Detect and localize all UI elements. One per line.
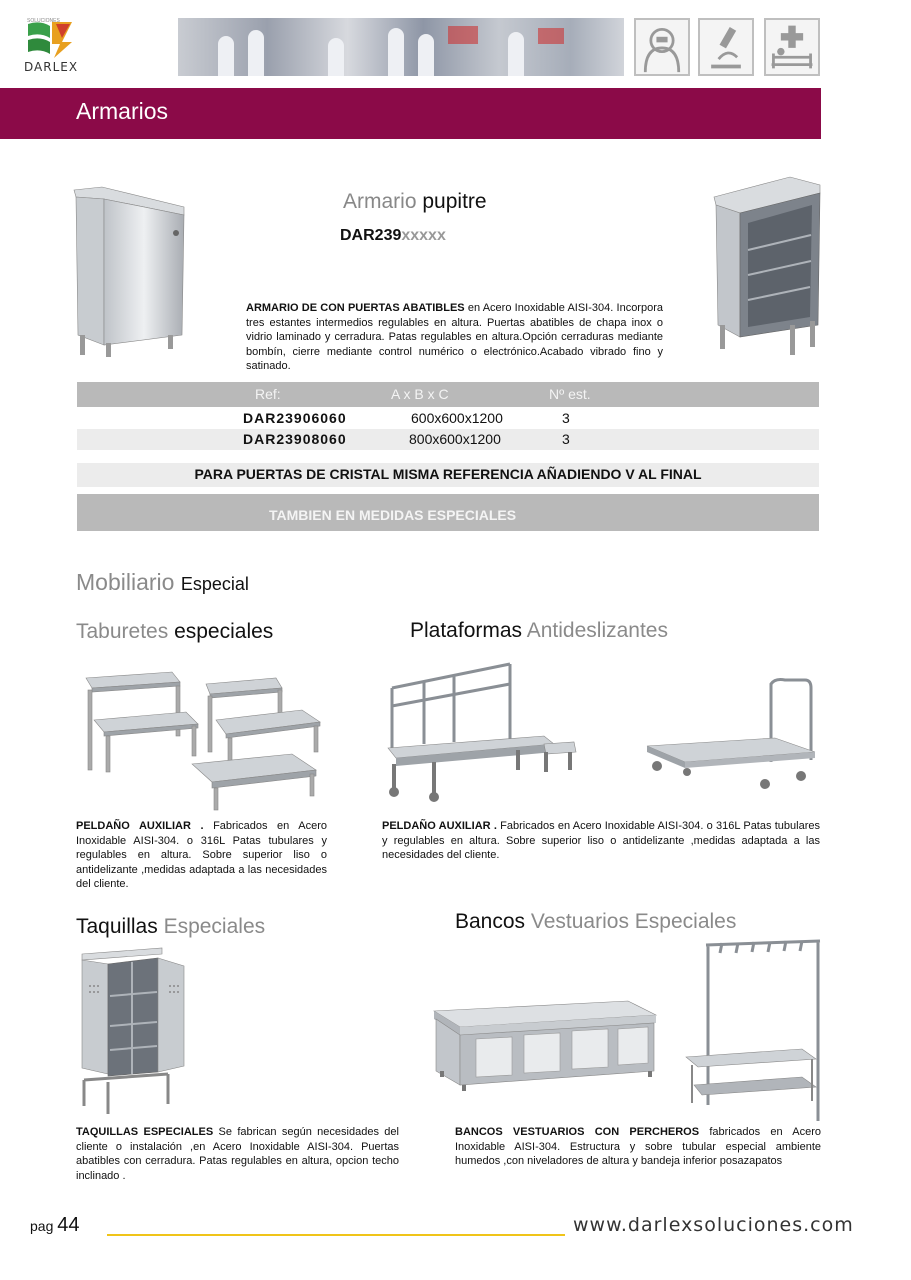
product-title <box>343 190 487 214</box>
logo-text: DARLEX <box>24 60 79 74</box>
mobiliario-title <box>76 569 249 596</box>
mobiliario-title-dark: Especial <box>180 574 249 594</box>
plataformas-title-light: Antideslizantes <box>526 619 668 642</box>
bancos-description-text: fabricados en Acero Inoxidable AISI-304. Estructura y sobre tubular especial ambiente humedos ,con niveladores de altura y bandeja inferior posazapatos <box>455 1126 821 1168</box>
product-title-dark: pupitre <box>422 190 487 213</box>
armario-pupitre-glass-image <box>710 175 822 360</box>
col-ref: Ref: <box>255 386 281 402</box>
taburetes-title-light: Taburetes <box>76 620 169 643</box>
taquillas-description-text: Se fabrican según necesidades del cliente o instalación ,en Acero Inoxidable AISI-304. Puertas abatibles con cerradura. Patas regulables en altura, opcion techo inclinado . <box>76 1126 399 1182</box>
website-link[interactable]: www.darlexsoluciones.com <box>573 1214 854 1236</box>
table-row <box>77 408 819 429</box>
page-title-bar <box>0 88 821 139</box>
row-est: 3 <box>562 431 570 447</box>
taquillas-description <box>76 1125 399 1183</box>
product-table-header <box>77 382 819 407</box>
taquillas-image <box>78 946 190 1116</box>
taburetes-title-dark: especiales <box>174 620 274 643</box>
product-code-suffix: xxxxx <box>401 227 446 244</box>
plataforma-handrail-image <box>384 660 584 803</box>
col-est: Nº est. <box>549 386 591 402</box>
bancos-title <box>455 910 736 934</box>
product-description-text: en Acero Inoxidable AISI-304. Incorpora tres estantes intermedios regulables en altura. Puertas abatibles de chapa inox o vidrio laminado y cerradura. Patas regulables en altura.Opción cerraduras mediante bombín, cierre mediante control numérico o electrónico.Acabado vibrado fino y satinado. <box>246 302 663 373</box>
row-dims: 600x600x1200 <box>411 410 503 426</box>
taquillas-title-light: Especiales <box>163 915 266 938</box>
plataformas-description-text: Fabricados en Acero Inoxidable AISI-304. o 316L Patas tubulares y regulables en altura. Sobre superior liso o antidelizante ,medidas adaptada a las necesidades del cliente. <box>382 820 820 862</box>
taburetes-description-text: Fabricados en Acero Inoxidable AISI-304. o 316L Patas tubulares y regulables en altura. Sobre superior liso o antidelizante ,medidas adaptada a las necesidades del cliente. <box>76 820 327 891</box>
product-description <box>246 301 663 374</box>
taquillas-title <box>76 915 265 939</box>
bancos-title-light: Vestuarios Especiales <box>530 910 737 933</box>
taburetes-description <box>76 819 327 892</box>
footer-divider <box>107 1234 565 1236</box>
special-sizes-text: TAMBIEN EN MEDIDAS ESPECIALES <box>269 507 517 523</box>
product-code-main: DAR239 <box>340 227 402 244</box>
special-sizes-bar <box>77 494 819 531</box>
row-dims: 800x600x1200 <box>409 431 501 447</box>
taquillas-description-bold: TAQUILLAS ESPECIALES <box>76 1126 214 1138</box>
product-title-light: Armario <box>343 190 417 213</box>
taquillas-title-dark: Taquillas <box>76 915 158 938</box>
page-num: 44 <box>57 1214 80 1236</box>
microscope-icon[interactable] <box>698 18 754 76</box>
mobiliario-title-light: Mobiliario <box>76 569 175 595</box>
col-dims: A x B x C <box>391 386 449 402</box>
page-label: pag <box>30 1218 54 1234</box>
product-code <box>340 227 446 245</box>
plataforma-cart-image <box>645 676 817 796</box>
operator-icon[interactable] <box>634 18 690 76</box>
plataformas-title-dark: Plataformas <box>410 619 523 642</box>
page-number <box>30 1214 80 1237</box>
hospital-bed-icon[interactable] <box>764 18 820 76</box>
table-row <box>77 429 819 450</box>
plataformas-title <box>410 619 668 643</box>
row-ref: DAR23908060 <box>243 431 347 447</box>
page-title: Armarios <box>76 98 169 124</box>
darlex-logo[interactable] <box>24 18 79 76</box>
logo-mark-icon <box>26 18 74 60</box>
taburetes-image <box>76 660 338 815</box>
row-ref: DAR23906060 <box>243 410 347 426</box>
bancos-title-dark: Bancos <box>455 910 526 933</box>
product-description-bold: ARMARIO DE CON PUERTAS ABATIBLES <box>246 302 465 314</box>
bancos-description-bold: BANCOS VESTUARIOS CON PERCHEROS <box>455 1126 700 1138</box>
bancos-description <box>455 1125 821 1169</box>
armario-pupitre-image <box>72 185 187 360</box>
bancos-image <box>432 935 824 1125</box>
row-est: 3 <box>562 410 570 426</box>
taburetes-title <box>76 620 273 644</box>
cleanroom-banner-photo <box>178 18 624 76</box>
plataformas-description-bold: PELDAÑO AUXILIAR . <box>382 820 497 832</box>
taburetes-description-bold: PELDAÑO AUXILIAR . <box>76 820 204 832</box>
glass-door-note: PARA PUERTAS DE CRISTAL MISMA REFERENCIA AÑADIENDO V AL FINAL <box>77 463 819 487</box>
logo-tagline: SOLUCIONES <box>27 18 60 24</box>
plataformas-description <box>382 819 820 863</box>
